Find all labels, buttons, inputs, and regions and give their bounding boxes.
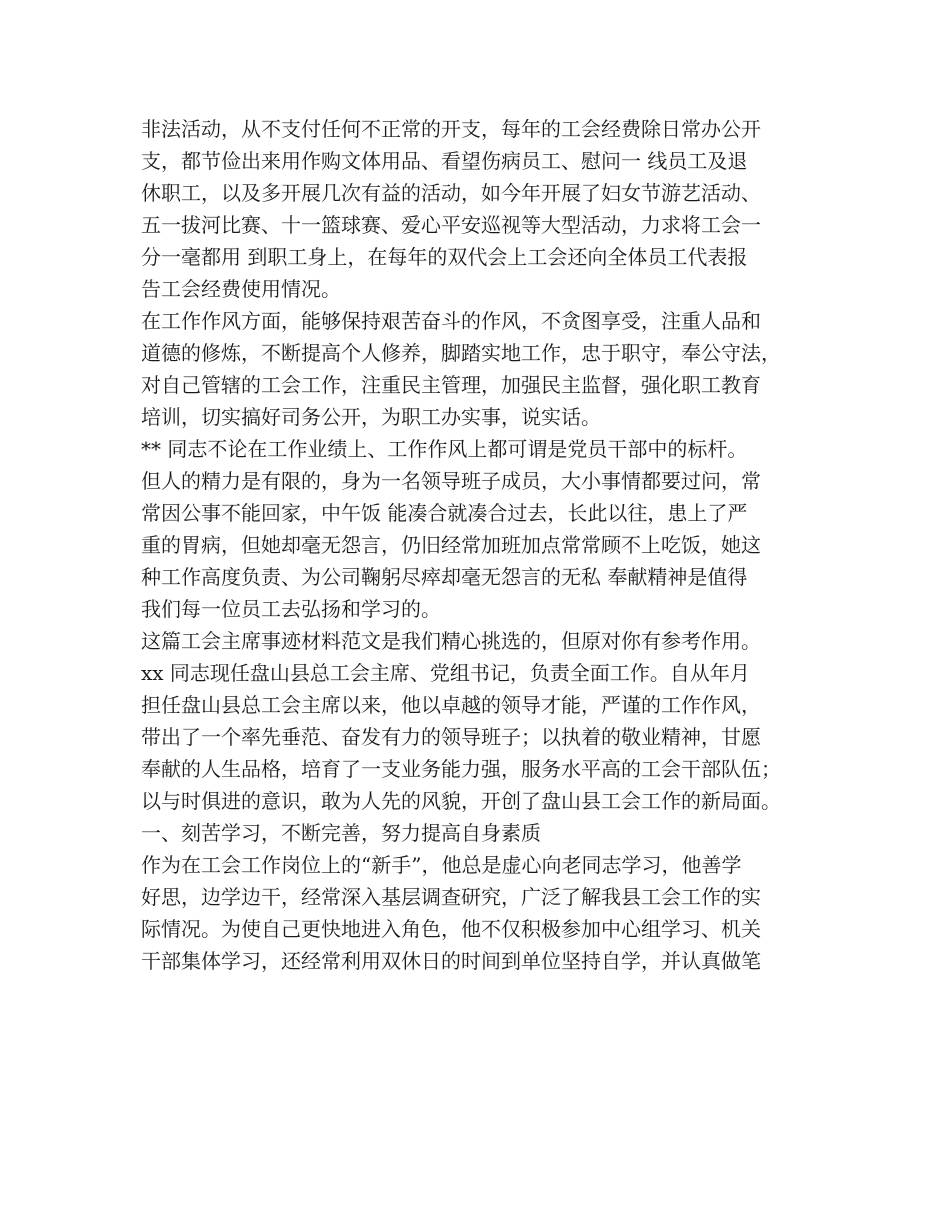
- text-line: 分一毫都用 到职工身上，在每年的双代会上工会还向全体员工代表报: [141, 245, 748, 269]
- text-line: 我们每一位员工去弘扬和学习的。: [141, 597, 441, 621]
- text-line: 五一拔河比赛、十一篮球赛、爱心平安巡视等大型活动，力求将工会一: [141, 213, 761, 237]
- text-line: 道德的修炼，不断提高个人修养，脚踏实地工作，忠于职守，奉公守法，: [141, 341, 781, 365]
- text-line: 这篇工会主席事迹材料范文是我们精心挑选的，但原对你有参考作用。: [141, 629, 761, 653]
- document-body: [141, 113, 831, 977]
- text-line: 际情况。为使自己更快地进入角色，他不仅积极参加中心组学习、机关: [141, 917, 761, 941]
- text-line: 以与时俱进的意识，敢为人先的风貌，开创了盘山县工会工作的新局面。: [141, 789, 781, 813]
- text-line: 作为在工会工作岗位上的“新手”，他总是虚心向老同志学习，他善学: [141, 853, 742, 877]
- text-line: 担任盘山县总工会主席以来，他以卓越的领导才能，严谨的工作作风，: [141, 693, 761, 717]
- text-line: 对自己管辖的工会工作，注重民主管理，加强民主监督，强化职工教育: [141, 373, 761, 397]
- text-line: 奉献的人生品格，培育了一支业务能力强，服务水平高的工会干部队伍；: [141, 757, 781, 781]
- text-line: 在工作作风方面，能够保持艰苦奋斗的作风，不贪图享受，注重人品和: [141, 309, 761, 333]
- text-line: xx 同志现任盘山县总工会主席、党组书记，负责全面工作。自从年月: [141, 661, 750, 685]
- text-line: 常因公事不能回家，中午饭 能凑合就凑合过去，长此以往，患上了严: [141, 501, 748, 525]
- text-line: 干部集体学习，还经常利用双休日的时间到单位坚持自学，并认真做笔: [141, 949, 761, 973]
- text-line: 种工作高度负责、为公司鞠躬尽瘁却毫无怨言的无私 奉献精神是值得: [141, 565, 748, 589]
- text-line: 带出了一个率先垂范、奋发有力的领导班子；以执着的敬业精神，甘愿: [141, 725, 761, 749]
- section-heading: 一、刻苦学习，不断完善，努力提高自身素质: [141, 821, 541, 845]
- text-line: 告工会经费使用情况。: [141, 277, 341, 301]
- text-line: 非法活动，从不支付任何不正常的开支，每年的工会经费除日常办公开: [141, 117, 761, 141]
- text-line: 好思，边学边干，经常深入基层调查研究，广泛了解我县工会工作的实: [141, 885, 761, 909]
- text-line: 但人的精力是有限的，身为一名领导班子成员，大小事情都要过问，常: [141, 469, 761, 493]
- text-line: 培训，切实搞好司务公开，为职工办实事，说实话。: [141, 405, 601, 429]
- text-line: 休职工，以及多开展几次有益的活动，如今年开展了妇女节游艺活动、: [141, 181, 761, 205]
- text-line: 重的胃病，但她却毫无怨言，仍旧经常加班加点常常顾不上吃饭，她这: [141, 533, 761, 557]
- text-line: 支，都节俭出来用作购文体用品、看望伤病员工、慰问一 线员工及退: [141, 149, 748, 173]
- text-line: ** 同志不论在工作业绩上、工作作风上都可谓是党员干部中的标杆。: [141, 437, 748, 461]
